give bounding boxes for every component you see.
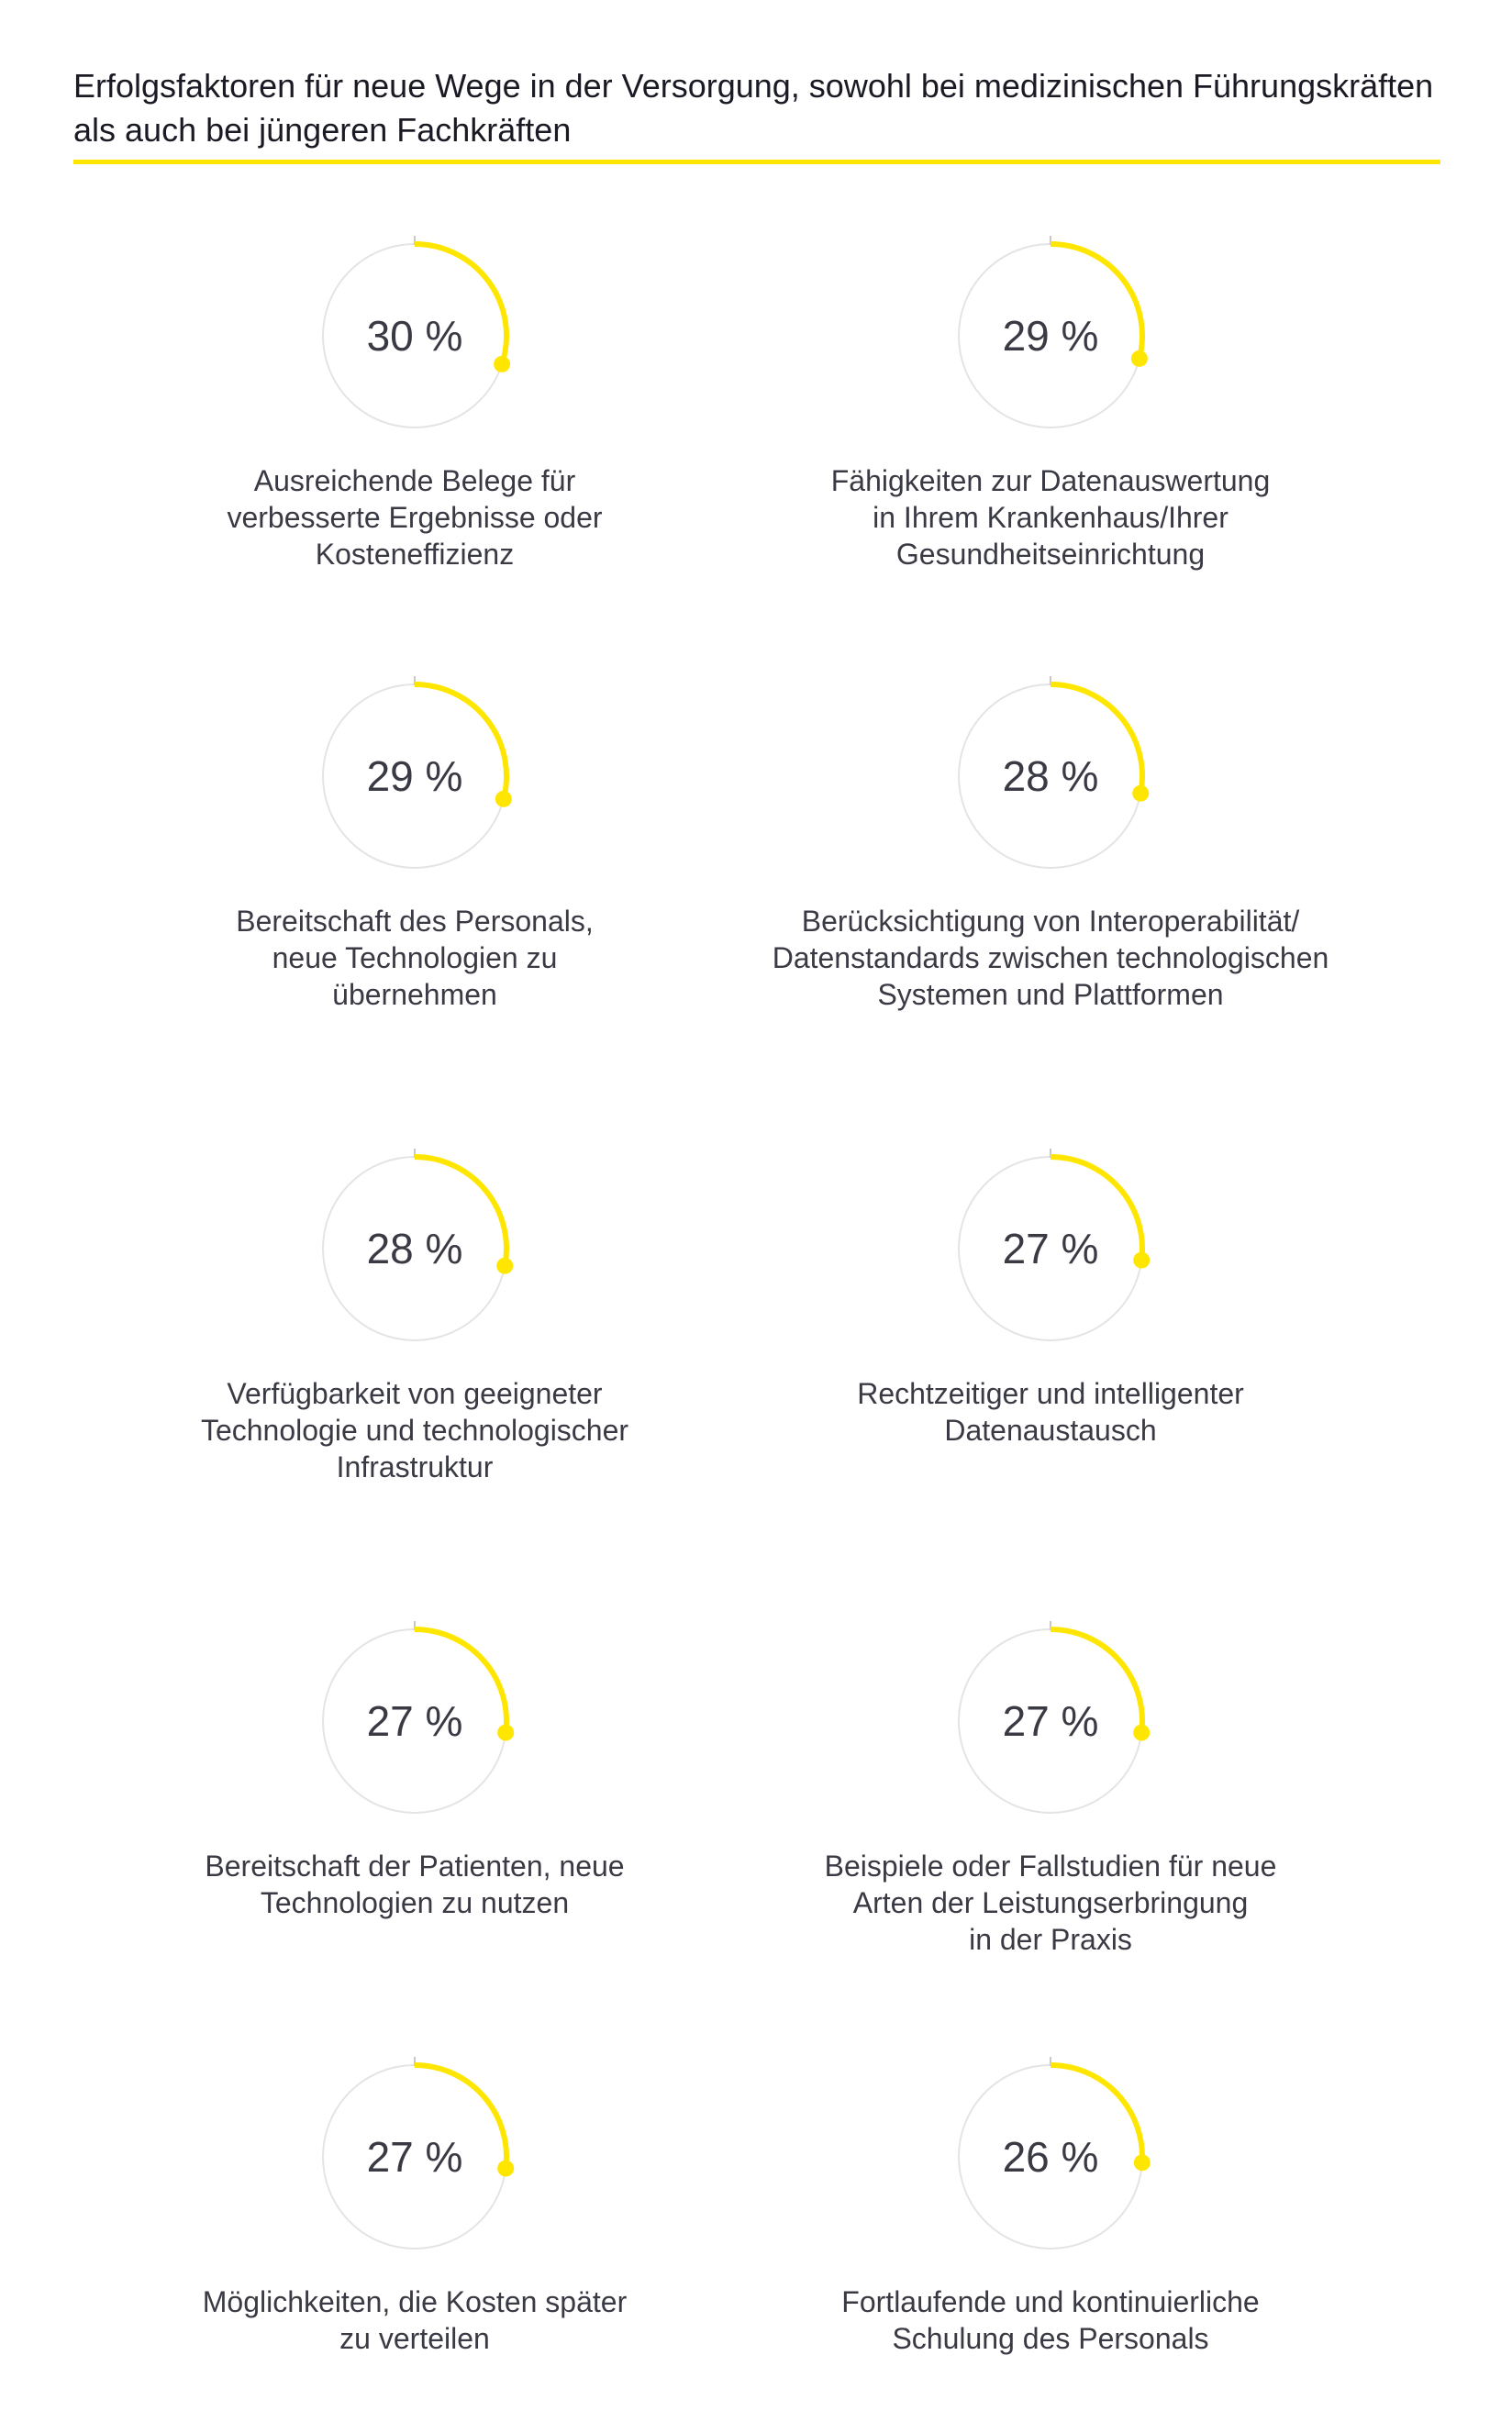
factor-item: [94, 1150, 736, 1485]
donut-ring: [951, 1150, 1150, 1348]
percentage-value: 29 %: [1002, 312, 1099, 360]
factor-label-line: Bereitschaft der Patienten, neue: [205, 1850, 625, 1883]
factor-item: [729, 1622, 1372, 1958]
donut-ring: [951, 677, 1150, 875]
percentage-value: 27 %: [366, 2133, 463, 2181]
factor-item: [729, 237, 1372, 572]
factor-label-line: Möglichkeiten, die Kosten später: [202, 2285, 628, 2318]
factor-label-line: Datenaustausch: [944, 1414, 1157, 1447]
factor-label-line: übernehmen: [332, 978, 497, 1011]
factor-label-line: in Ihrem Krankenhaus/Ihrer: [873, 501, 1228, 534]
factor-label-line: Systemen und Plattformen: [877, 978, 1224, 1011]
factor-label-line: Bereitschaft des Personals,: [236, 905, 594, 938]
factor-label-line: Arten der Leistungserbringung: [852, 1886, 1249, 1919]
factor-label-line: Rechtzeitiger und intelligenter: [857, 1377, 1244, 1410]
factor-label-line: zu verteilen: [339, 2322, 490, 2355]
factor-label: [94, 903, 736, 1013]
factor-item: [94, 677, 736, 1013]
percentage-value: 28 %: [1002, 752, 1099, 800]
factor-label-line: neue Technologien zu: [272, 941, 558, 974]
factor-label: [94, 462, 736, 572]
donut-ring: [316, 1150, 514, 1348]
factor-label-line: Gesundheitseinrichtung: [895, 538, 1206, 571]
factor-label-line: verbesserte Ergebnisse oder: [227, 501, 603, 534]
donut-ring: [951, 1622, 1150, 1820]
factor-label: [94, 1848, 736, 1921]
factor-label: [94, 2283, 736, 2357]
percentage-value: 29 %: [366, 752, 463, 800]
factor-label-line: Beispiele oder Fallstudien für neue: [824, 1850, 1277, 1883]
donut-ring: [316, 237, 514, 435]
donut-ring: [316, 1622, 514, 1820]
factor-label-line: Fähigkeiten zur Datenauswertung: [830, 464, 1271, 497]
factor-label-line: Kosteneffizienz: [315, 538, 515, 571]
percentage-value: 27 %: [366, 1697, 463, 1745]
factor-label: [94, 1375, 736, 1485]
factor-label-line: Schulung des Personals: [892, 2322, 1209, 2355]
factor-label-line: Fortlaufende und kontinuierliche: [841, 2285, 1260, 2318]
page-title: Erfolgsfaktoren für neue Wege in der Versorgung, sowohl bei medizinischen Führungskräften als auch bei jüngeren Fachkräften: [73, 67, 1434, 149]
percentage-value: 26 %: [1002, 2133, 1099, 2181]
factor-label-line: Datenstandards zwischen technologischen: [772, 941, 1329, 974]
factor-label-line: Verfügbarkeit von geeigneter: [227, 1377, 603, 1410]
factor-item: [94, 237, 736, 572]
percentage-value: 27 %: [1002, 1225, 1099, 1272]
factor-label-line: Berücksichtigung von Interoperabilität/: [801, 905, 1300, 938]
factor-label: [729, 2283, 1372, 2357]
percentage-value: 27 %: [1002, 1697, 1099, 1745]
factor-label: [729, 462, 1372, 572]
factor-label-line: Technologie und technologischer: [200, 1414, 629, 1447]
donut-ring: [316, 2058, 514, 2256]
factor-item: [729, 2058, 1372, 2357]
factor-item: [729, 1150, 1372, 1449]
factor-label: [729, 1375, 1372, 1449]
factor-label-line: Technologien zu nutzen: [260, 1886, 570, 1919]
factor-item: [729, 677, 1372, 1013]
donut-ring: [951, 2058, 1150, 2256]
donut-ring: [316, 677, 514, 875]
factor-label-line: Infrastruktur: [336, 1450, 494, 1483]
factor-item: [94, 2058, 736, 2357]
factor-label: [729, 1848, 1372, 1958]
percentage-value: 30 %: [366, 312, 463, 360]
percentage-value: 28 %: [366, 1225, 463, 1272]
factor-label-line: in der Praxis: [969, 1923, 1132, 1956]
factor-label: [729, 903, 1372, 1013]
title-underline: [73, 160, 1440, 164]
donut-ring: [951, 237, 1150, 435]
factor-item: [94, 1622, 736, 1921]
factor-label-line: Ausreichende Belege für: [253, 464, 576, 497]
